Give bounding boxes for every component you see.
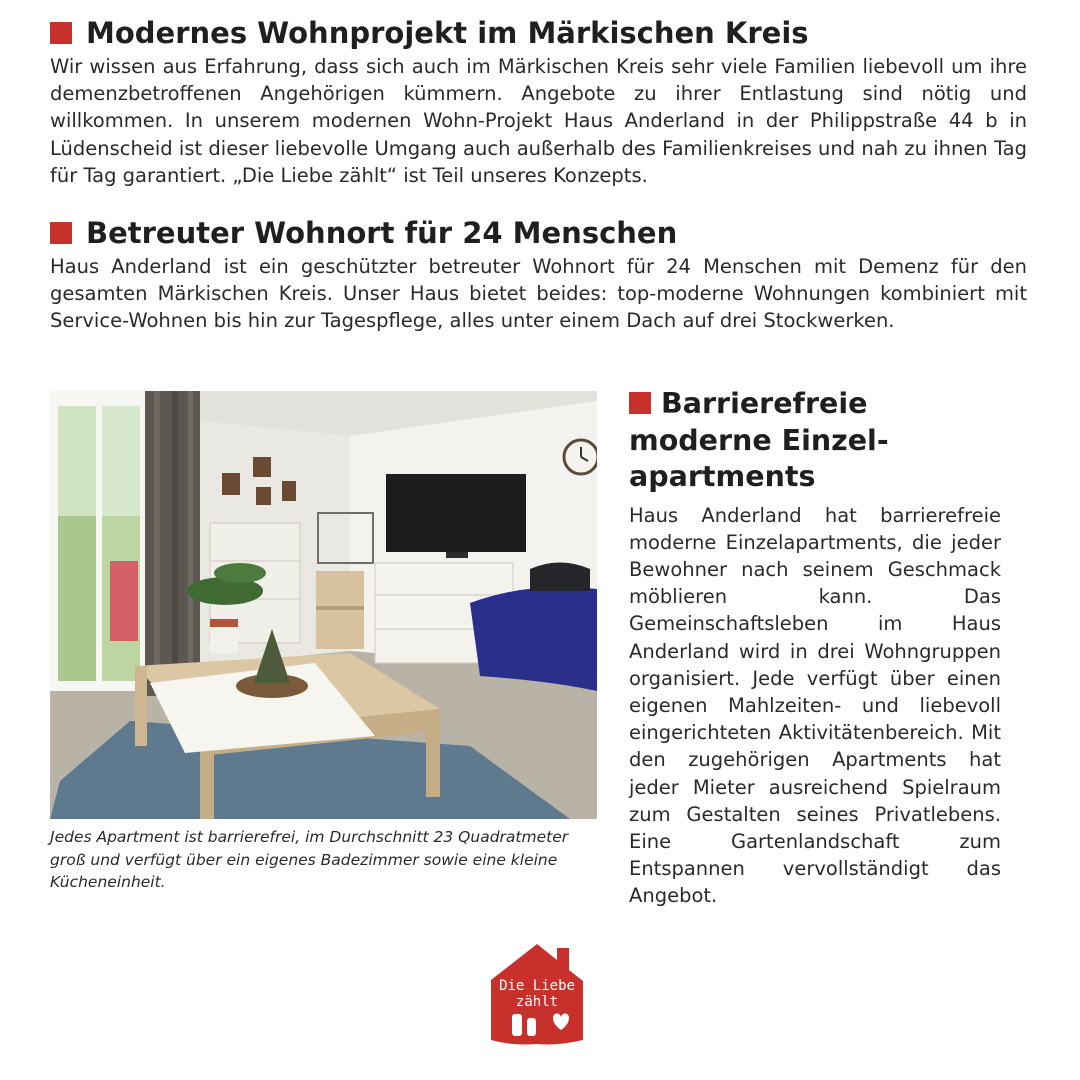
section-title-line-1: Barrierefreie [661,387,868,420]
red-square-icon [50,22,72,44]
apartment-illustration [50,391,597,819]
apartment-photo [50,391,597,819]
section-title: Modernes Wohnprojekt im Märkischen Kreis [86,16,809,50]
section-paragraph: Haus Anderland ist ein geschützter betreuter Wohnort für 24 Menschen mit Demenz für den gesamten Märkischen Kreis. Unser Haus bietet beides: top-moderne Wohnungen kombiniert mit Service-Wohnen bis hin zur Tagespflege, alles unter einem Dach auf drei Stockwerken. [50,255,1027,333]
section-heading [629,386,1001,496]
section-heading [50,216,1027,250]
section-title-line-2: moderne Einzel- [629,423,889,457]
section-heading [50,16,1027,50]
section-paragraph: Haus Anderland hat barrierefreie moderne Einzelapartments, die jeder Bewohner nach seinem Geschmack möblieren kann. Das Gemeinschaftsleben im Haus Anderland wird in drei Wohngruppen organisiert. Jede verfügt über einen eigenen Mahlzeiten- und liebevoll eingerichteten Aktivitätenbereich. Mit den zugehörigen Apartments hat jeder Mieter ausreichend Spielraum zum Gestalten seines Privatlebens. Eine Gartenlandschaft zum Entspannen vervollständigt das Angebot. [629,503,1001,908]
red-square-icon [50,222,72,244]
photo-caption: Jedes Apartment ist barrierefrei, im Durchschnitt 23 Quadratmeter groß und verfügt über ein eigenes Badezimmer sowie eine kleine Kücheneinheit. [50,828,569,891]
section-apartments [629,386,1001,910]
die-liebe-zaehlt-logo [487,940,587,1046]
section-paragraph: Wir wissen aus Erfahrung, dass sich auch im Märkischen Kreis sehr viele Familien liebevoll um ihre demenzbetroffenen Angehörigen kümmern. Angebote zu ihrer Entlastung sind nötig und willkommen. In unserem modernen Wohn-Projekt Haus Anderland in der Philippstraße 44 b in Lüdenscheid ist dieser liebevolle Umgang auch außerhalb des Familienkreises und nah zu ihnen Tag für Tag garantiert. „Die Liebe zählt“ ist Teil unseres Konzepts. [50,55,1027,187]
section-title-line-3: apartments [629,460,816,493]
section-wohnort [50,216,1027,335]
section-wohnprojekt [50,16,1027,189]
red-square-icon [629,392,651,414]
logo-text: Die Liebe zählt [499,978,575,1010]
section-title: Betreuter Wohnort für 24 Menschen [86,216,678,250]
